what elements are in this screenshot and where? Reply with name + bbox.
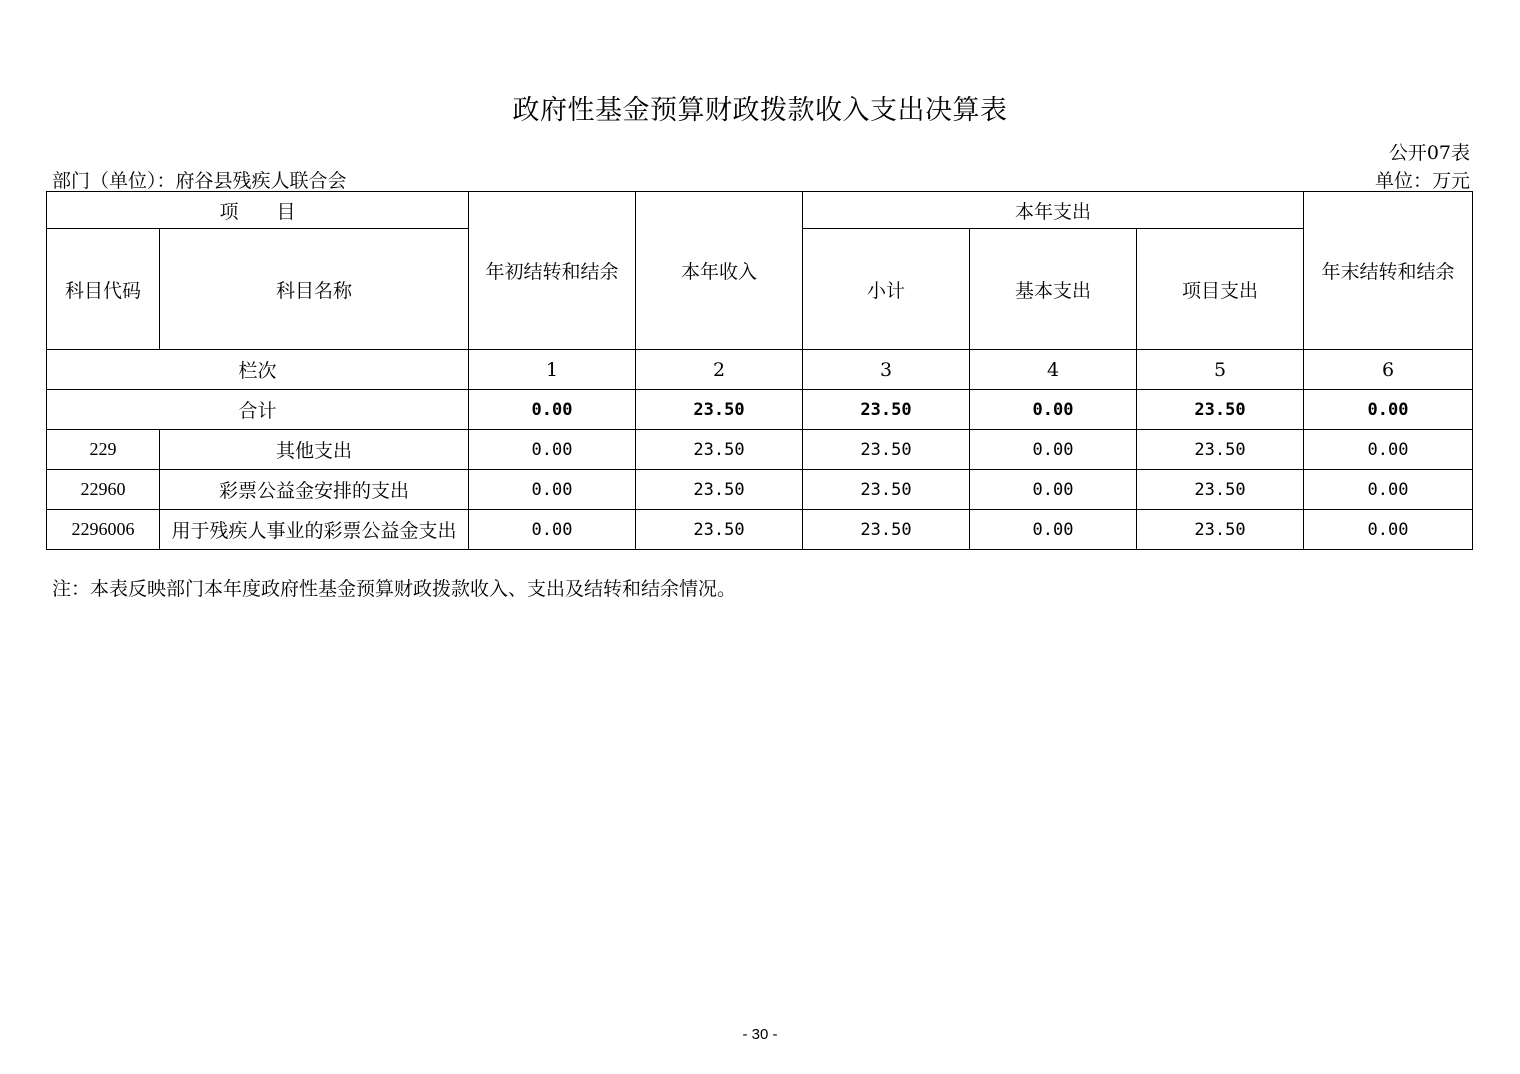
budget-table [46,191,1473,550]
row-value: 0.00 [970,510,1137,550]
header-project: 项目支出 [1137,229,1304,350]
row-code: 229 [47,430,160,470]
row-value: 23.50 [1137,510,1304,550]
unit-label: 单位：万元 [1374,170,1470,192]
header-name: 科目名称 [160,229,469,350]
header-end-balance: 年末结转和结余 [1304,192,1473,350]
page-title: 政府性基金预算财政拨款收入支出决算表 [512,95,1008,126]
header-code: 科目代码 [47,229,160,350]
row-name: 用于残疾人事业的彩票公益金支出 [160,510,469,550]
row-value: 0.00 [469,510,636,550]
total-label: 合计 [47,390,469,430]
header-subtotal: 小计 [803,229,970,350]
total-value: 0.00 [970,390,1137,430]
row-value: 23.50 [1137,430,1304,470]
header-begin-balance: 年初结转和结余 [469,192,636,350]
total-value: 0.00 [1304,390,1473,430]
row-code: 22960 [47,470,160,510]
table-row [47,510,1473,550]
row-value: 23.50 [803,470,970,510]
total-value: 23.50 [803,390,970,430]
row-value: 0.00 [1304,430,1473,470]
form-number: 公开07表 [1388,142,1470,164]
header-expense: 本年支出 [803,192,1304,229]
header-item: 项 目 [47,192,469,229]
row-value: 0.00 [1304,510,1473,550]
column-index: 5 [1137,350,1304,390]
column-index: 6 [1304,350,1473,390]
row-value: 23.50 [803,510,970,550]
header-income: 本年收入 [636,192,803,350]
row-value: 23.50 [636,430,803,470]
table-note: 注：本表反映部门本年度政府性基金预算财政拨款收入、支出及结转和结余情况。 [52,578,737,600]
row-value: 0.00 [469,470,636,510]
row-value: 23.50 [636,470,803,510]
row-value: 0.00 [970,470,1137,510]
row-value: 0.00 [469,430,636,470]
row-value: 23.50 [803,430,970,470]
column-index: 4 [970,350,1137,390]
header-basic: 基本支出 [970,229,1137,350]
total-value: 0.00 [469,390,636,430]
column-index: 1 [469,350,636,390]
row-value: 23.50 [1137,470,1304,510]
table-row [47,430,1473,470]
row-name: 彩票公益金安排的支出 [160,470,469,510]
row-name: 其他支出 [160,430,469,470]
total-value: 23.50 [636,390,803,430]
department-label: 部门（单位）：府谷县残疾人联合会 [52,170,347,192]
column-index: 3 [803,350,970,390]
column-index: 2 [636,350,803,390]
row-code: 2296006 [47,510,160,550]
table-row [47,470,1473,510]
column-index-label: 栏次 [47,350,469,390]
row-value: 0.00 [970,430,1137,470]
row-value: 0.00 [1304,470,1473,510]
page-number: - 30 - [742,1026,778,1043]
total-value: 23.50 [1137,390,1304,430]
row-value: 23.50 [636,510,803,550]
